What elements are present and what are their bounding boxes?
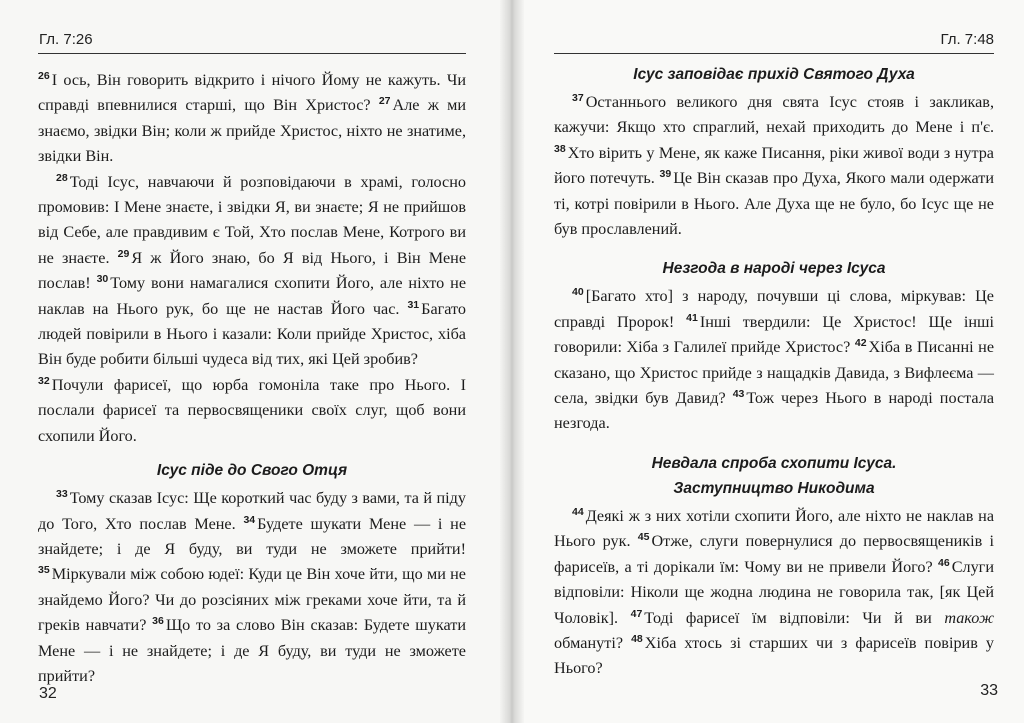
verse-text: Слуги відповіли: Ніколи ще жодна людина не говорила так, [як Цей Чоловік]. [554,557,994,627]
verse-number: 43 [732,388,745,401]
verse-number: 37 [572,92,584,104]
verse-text: Тоді фарисеї їм відповіли: Чи й ви [644,608,932,627]
verse-number: 48 [631,632,643,645]
verse-text: Що то за слово Він сказав: Будете шукати Мене — і не знайдете; і де Я буду, ви туди не зможете прийти? [38,616,466,685]
running-header-right: Гл. 7:48 [940,31,994,48]
verse-text: Деякі ж з них хотіли схопити Його, але ніхто не наклав на Нього рук. [554,506,994,551]
verse-text: Це Він сказав про Духа, Якого мали одержати ті, котрі повірили в Нього. Але Духа ще не було, бо Ісус ще не був прославлений. [554,169,995,239]
verse-number: 42 [854,337,867,350]
verse-number: 29 [117,247,130,260]
verse-number: 40 [572,286,584,299]
verse-number: 44 [572,505,584,518]
verse-text: Останнього великого дня свята Ісус стояв і закликав, кажучи: Якщо хто спраглий, нехай приходить до Мене і п'є. [554,93,994,137]
right-text-column [554,62,994,682]
verse-number: 33 [56,488,68,501]
verse-number: 41 [686,311,698,324]
right-page [512,0,1024,723]
header-rule-left [38,53,466,54]
verse-text: Тому вони намагалися схопити Його, але ніхто не наклав на Нього рук, бо ще не настав Його час. [38,274,467,318]
verse-number: 39 [659,168,672,181]
paragraph-40-43 [554,284,994,436]
verse-text: Будете шукати Мене — і не знайдете; і де Я буду, ви туди не зможете прийти! [38,514,466,558]
section-heading: Ісус заповідає прихід Святого Духа [633,66,915,83]
verse-number: 26 [38,70,50,82]
verse-number: 34 [243,513,256,526]
section-heading: Незгода в народі через Ісуса [662,260,886,278]
verse-text: Багато людей повірили в Нього і казали: Коли прийде Христос, хіба Він буде робити більші чудеса від тих, які Цей зробив? [38,299,466,369]
verse-text: Тоді Ісус, навчаючи й розповідаючи в храмі, голосно промовив: І Мене знаєте, і звідки Я, ви знаєте; Я не прийшов від Себе, але правдивим є Той, Хто послав Мене, Котрого ви не знаєте. [38,172,466,267]
header-rule-right [554,53,994,54]
verse-text: Тому сказав Ісус: Ще короткий час буду з вами, та й піду до Того, Хто послав Мене. [38,489,466,533]
page-number-left: 32 [39,685,57,702]
paragraph-44-48 [554,504,994,682]
verse-number: 47 [630,607,643,620]
paragraph-37-39 [554,90,994,242]
verse-number: 30 [96,273,109,286]
verse-number: 31 [407,298,420,311]
verse-number: 36 [152,615,164,628]
paragraph-33-36 [38,486,466,689]
book-gutter [500,0,524,723]
paragraph-28-31 [38,170,466,373]
verse-text: Хіба хтось зі старших чи з фарисеїв повірив у Нього? [554,633,994,678]
verse-text: обмануті? [554,633,624,652]
paragraph-26-27 [38,68,466,170]
left-text-column [38,68,466,689]
paragraph-32 [38,373,466,449]
verse-text: І ось, Він говорить відкрито і нічого Йому не кажуть. Чи справді впевнилися старші, що Він Христос? [38,71,466,115]
verse-number: 46 [938,556,950,569]
verse-text: Хіба в Писанні не сказано, що Христос прийде з нащадків Давида, з Вифлеєма — села, звідки був Давид? [554,338,995,408]
running-header-left: Гл. 7:26 [39,31,93,48]
verse-text: Я ж Його знаю, бо Я від Нього, і Він Мене послав! [38,248,467,293]
verse-text: [Багато хто] з народу, почувши ці слова, міркував: Це справді Пророк! [554,287,994,331]
verse-number: 45 [637,531,650,544]
verse-text: Міркували між собою юдеї: Куди це Він хоче йти, що ми не знайдемо Його? Чи до розсіяних між греками хоче йти, та й греків навчати? [38,565,466,635]
verse-text: Тож через Нього в народі постала незгода. [554,389,994,433]
verse-text: Але ж ми знаємо, звідки Він; коли ж прийде Христос, ніхто не знатиме, звідки Він. [38,96,467,166]
verse-number: 27 [378,95,391,108]
page-number-right: 33 [980,682,998,699]
verse-number: 38 [554,142,566,155]
section-heading: Невдала спроба схопити Ісуса. [651,454,897,472]
verse-number: 28 [56,171,68,184]
verse-text: Почули фарисеї, що юрба гомоніла таке про Нього. І послали фарисеї та первосвященики своїх слуг, щоб вони схопили Його. [38,375,466,445]
left-page [0,0,508,723]
verse-text: Отже, слуги повернулися до первосвящеників і фарисеїв, а ті дорікали їм: Чому ви не привели Його? [554,532,994,576]
verse-text: Хто вірить у Мене, як каже Писання, ріки живої води з нутра його потечуть. [554,143,994,188]
section-heading: Ісус піде до Свого Отця [156,462,348,480]
verse-number: 32 [38,374,50,387]
emphasized-word: також [944,608,995,627]
verse-number: 35 [38,564,50,577]
section-heading: Заступництво Никодима [673,479,875,497]
verse-text: Інші твердили: Це Христос! Ще інші говорили: Хіба з Галилеї прийде Христос? [554,312,995,357]
